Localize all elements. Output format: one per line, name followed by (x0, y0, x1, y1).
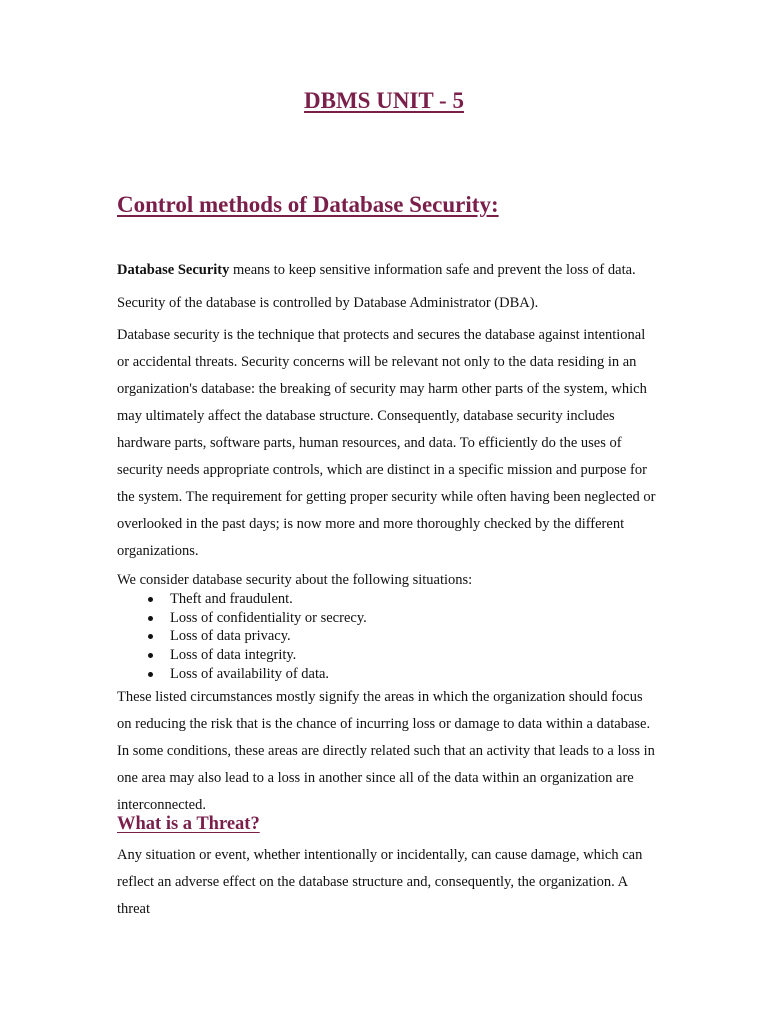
situations-intro: We consider database security about the following situations: (117, 572, 473, 588)
list-item: Loss of data privacy. (148, 627, 657, 646)
list-item: Loss of data integrity. (148, 646, 657, 665)
intro-rest: means to keep sensitive information safe and prevent the loss of data. (229, 262, 636, 278)
bullet-icon (148, 634, 153, 639)
threat-heading: What is a Threat? (117, 814, 260, 834)
list-item: Theft and fraudulent. (148, 590, 657, 609)
bullet-icon (148, 616, 153, 621)
document-title: DBMS UNIT - 5 (304, 88, 464, 113)
intro-term: Database Security (117, 262, 230, 278)
circumstances-paragraph: These listed circumstances mostly signify the areas in which the organization should focus on reducing the risk that is the chance of incurring loss or damage to data within a database. In some conditions, these areas are directly related such that an activity that leads to a loss in one area may also lead to a loss in another since all of the data within an organization are interconnected. (117, 688, 655, 813)
list-item: Loss of confidentiality or secrecy. (148, 609, 657, 628)
intro-block (117, 257, 657, 819)
bullet-icon (148, 672, 153, 677)
security-paragraph: Database security is the technique that protects and secures the database against intentional or accidental threats. Security concerns will be relevant not only to the data residing in an organization's database: the breaking of security may harm other parts of the system, which may ultimately affect the database structure. Consequently, database security includes hardware parts, software parts, human resources, and data. To efficiently do the uses of security needs appropriate controls, which are distinct in a specific mission and purpose for the system. The requirement for getting proper security while often having been neglected or overlooked in the past days; is now more and more thoroughly checked by the different organizations. (117, 327, 656, 559)
bullet-icon (148, 653, 153, 658)
intro-paragraph (117, 257, 657, 284)
bullet-icon (148, 597, 153, 602)
list-item: Loss of availability of data. (148, 665, 657, 684)
controlled-by-paragraph: Security of the database is controlled by Database Administrator (DBA). (117, 295, 539, 311)
threat-paragraph: Any situation or event, whether intentionally or incidentally, can cause damage, which can reflect an adverse effect on the database structure and, consequently, the organization. A threat (117, 847, 643, 917)
situations-list (117, 590, 657, 684)
section-heading: Control methods of Database Security: (117, 192, 499, 217)
threat-block (117, 842, 657, 923)
